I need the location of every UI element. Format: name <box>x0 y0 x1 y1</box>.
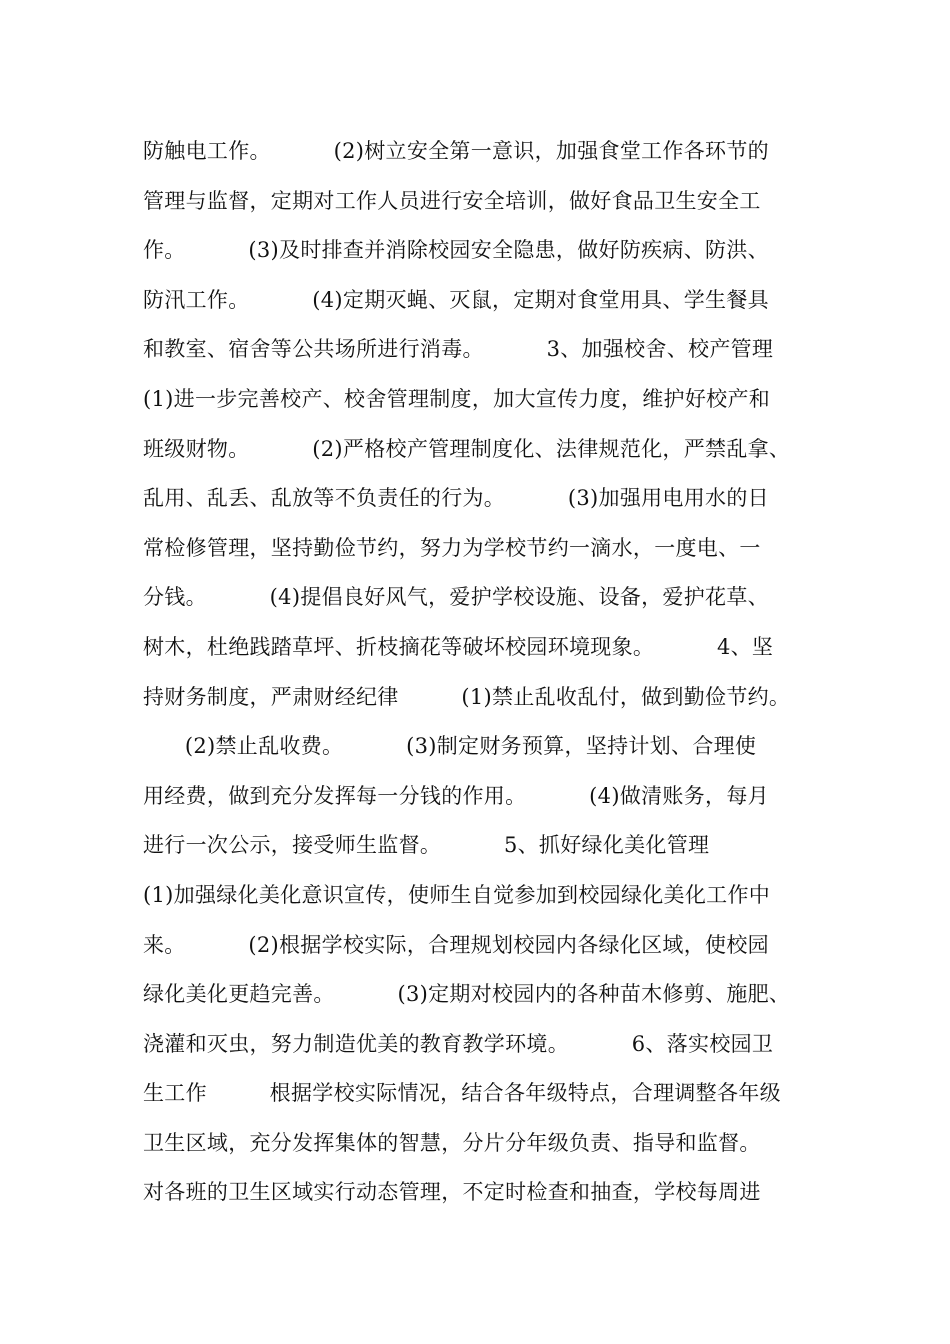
text-line: 分钱。 (4)提倡良好风气，爱护学校设施、设备，爱护花草、 <box>143 585 769 610</box>
text-line: 防触电工作。 (2)树立安全第一意识，加强食堂工作各环节的 <box>143 139 769 163</box>
text-line: (1)加强绿化美化意识宣传，使师生自觉参加到校园绿化美化工作中 <box>143 882 771 907</box>
text-line: 来。 (2)根据学校实际，合理规划校园内各绿化区域，使校园 <box>143 932 769 957</box>
text-line: 持财务制度，严肃财经纪律 (1)禁止乱收乱付，做到勤俭节约。 <box>143 684 791 709</box>
text-line: 班级财物。 (2)严格校产管理制度化、法律规范化，严禁乱拿、 <box>143 436 791 461</box>
text-line: 和教室、宿舍等公共场所进行消毒。 3、加强校舍、校产管理 <box>143 337 774 362</box>
text-line: 卫生区域，充分发挥集体的智慧，分片分年级负责、指导和监督。 <box>143 1130 761 1155</box>
text-line: 树木，杜绝践踏草坪、折枝摘花等破坏校园环境现象。 4、坚 <box>143 634 774 659</box>
text-line: 生工作 根据学校实际情况，结合各年级特点，合理调整各年级 <box>143 1081 781 1106</box>
body-text <box>143 127 823 1218</box>
text-line: 乱用、乱丢、乱放等不负责任的行为。 (3)加强用电用水的日 <box>143 486 769 511</box>
text-line: 进行一次公示，接受师生监督。 5、抓好绿化美化管理 <box>143 833 710 858</box>
text-line: (2)禁止乱收费。 (3)制定财务预算，坚持计划、合理使 <box>143 734 757 759</box>
text-line: 作。 (3)及时排查并消除校园安全隐患，做好防疾病、防洪、 <box>143 238 769 263</box>
text-line: 常检修管理，坚持勤俭节约，努力为学校节约一滴水，一度电、一 <box>143 535 761 560</box>
text-line: (1)进一步完善校产、校舍管理制度，加大宣传力度，维护好校产和 <box>143 386 771 411</box>
text-line: 管理与监督，定期对工作人员进行安全培训，做好食品卫生安全工 <box>143 188 761 213</box>
text-line: 防汛工作。 (4)定期灭蝇、灭鼠，定期对食堂用具、学生餐具 <box>143 287 769 312</box>
text-line: 绿化美化更趋完善。 (3)定期对校园内的各种苗木修剪、施肥、 <box>143 982 791 1007</box>
text-line: 用经费，做到充分发挥每一分钱的作用。 (4)做清账务，每月 <box>143 783 769 808</box>
text-line: 浇灌和灭虫，努力制造优美的教育教学环境。 6、落实校园卫 <box>143 1031 774 1056</box>
text-line: 对各班的卫生区域实行动态管理，不定时检查和抽查，学校每周进 <box>143 1180 761 1205</box>
